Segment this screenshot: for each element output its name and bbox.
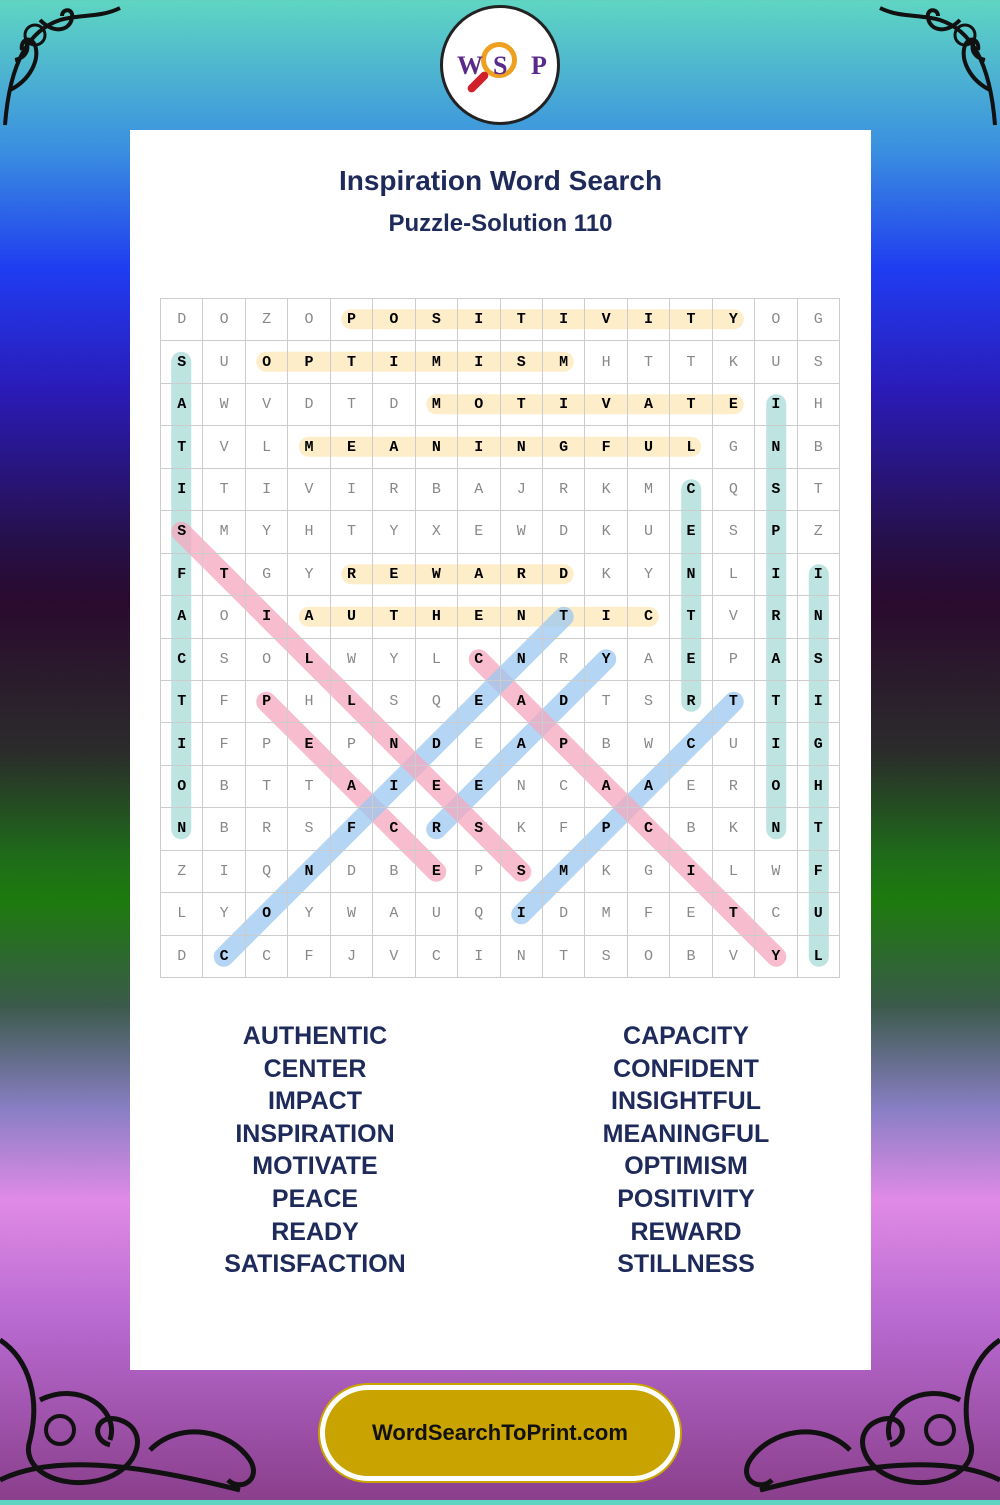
grid-cell: N (373, 723, 415, 765)
word-list-item: INSIGHTFUL (611, 1087, 761, 1116)
grid-cell: E (670, 766, 712, 808)
grid-cell: B (670, 936, 712, 978)
grid-cell: A (628, 384, 670, 426)
grid-cell: V (203, 426, 245, 468)
grid-cell: Y (288, 554, 330, 596)
grid-cell: T (798, 808, 840, 850)
grid-cell: T (585, 681, 627, 723)
grid-cell: C (628, 808, 670, 850)
grid-cell: Q (458, 893, 500, 935)
grid-cell: M (543, 851, 585, 893)
grid-cell: E (416, 766, 458, 808)
grid-cell: I (755, 723, 797, 765)
grid-cell: F (203, 723, 245, 765)
grid-cell: C (458, 639, 500, 681)
grid-cell: R (501, 554, 543, 596)
grid-cell: H (798, 766, 840, 808)
grid-cell: N (161, 808, 203, 850)
grid-cell: P (288, 341, 330, 383)
word-list-item: MEANINGFUL (602, 1119, 770, 1148)
grid-cell: G (798, 299, 840, 341)
grid-cell: Y (373, 639, 415, 681)
grid-cell: C (203, 936, 245, 978)
grid-cell: M (203, 511, 245, 553)
grid-cell: R (246, 808, 288, 850)
grid-cell: T (713, 681, 755, 723)
grid-cell: T (373, 596, 415, 638)
grid-cell: I (755, 384, 797, 426)
grid-cell: C (373, 808, 415, 850)
grid-cell: A (331, 766, 373, 808)
grid-cell: T (670, 341, 712, 383)
grid-cell: I (585, 596, 627, 638)
grid-cell: K (585, 851, 627, 893)
grid-cell: B (585, 723, 627, 765)
grid-cell: N (501, 639, 543, 681)
grid-cell: P (458, 851, 500, 893)
grid-cell: L (288, 639, 330, 681)
grid-cell: W (755, 851, 797, 893)
grid-cell: G (543, 426, 585, 468)
grid-cell: N (416, 426, 458, 468)
grid-cell: H (416, 596, 458, 638)
grid-cell: F (585, 426, 627, 468)
grid-cell: B (416, 469, 458, 511)
grid-cell: I (458, 426, 500, 468)
grid-cell: F (331, 808, 373, 850)
grid-cell: W (628, 723, 670, 765)
grid-cell: T (203, 469, 245, 511)
grid-cell: P (246, 681, 288, 723)
grid-cell: W (501, 511, 543, 553)
grid-cell: N (501, 426, 543, 468)
grid-cell: K (713, 808, 755, 850)
grid-cell: P (331, 723, 373, 765)
grid-cell: S (501, 341, 543, 383)
grid-cell: N (755, 426, 797, 468)
grid-cell: U (628, 511, 670, 553)
grid-cell: P (755, 511, 797, 553)
grid-cell: S (458, 808, 500, 850)
grid-cell: V (713, 596, 755, 638)
grid-cell: T (161, 426, 203, 468)
grid-cell: A (458, 469, 500, 511)
grid-cell: R (331, 554, 373, 596)
grid-cell: M (416, 384, 458, 426)
grid-cell: K (585, 469, 627, 511)
word-list-item: AUTHENTIC (242, 1022, 388, 1050)
word-list-item: CONFIDENT (613, 1054, 759, 1083)
grid-cell: U (713, 723, 755, 765)
grid-cell: O (755, 299, 797, 341)
letter-grid (160, 298, 840, 978)
grid-cell: F (288, 936, 330, 978)
grid-cell: U (755, 341, 797, 383)
grid-cell: T (628, 341, 670, 383)
grid-cell: S (798, 341, 840, 383)
grid-cell: T (331, 384, 373, 426)
corner-ornament-icon (870, 0, 1000, 130)
grid-cell: E (670, 893, 712, 935)
grid-cell: Z (798, 511, 840, 553)
grid-cell: I (543, 299, 585, 341)
grid-cell: S (628, 681, 670, 723)
grid-cell: F (543, 808, 585, 850)
grid-cell: C (628, 596, 670, 638)
grid-cell: S (161, 341, 203, 383)
grid-cell: Y (628, 554, 670, 596)
grid-cell: R (416, 808, 458, 850)
grid-cell: V (713, 936, 755, 978)
grid-cell: F (628, 893, 670, 935)
word-list-item: CAPACITY (623, 1022, 749, 1050)
grid-cell: I (628, 299, 670, 341)
grid-cell: R (373, 469, 415, 511)
grid-cell: I (501, 893, 543, 935)
grid-cell: O (246, 341, 288, 383)
grid-cell: T (331, 341, 373, 383)
grid-cell: T (543, 936, 585, 978)
grid-cell: T (203, 554, 245, 596)
grid-cell: X (416, 511, 458, 553)
grid-cell: P (543, 723, 585, 765)
grid-cell: I (458, 936, 500, 978)
grid-cell: R (755, 596, 797, 638)
grid-cell: A (458, 554, 500, 596)
grid-cell: A (628, 639, 670, 681)
word-list-item: PEACE (271, 1184, 359, 1213)
grid-cell: I (543, 384, 585, 426)
grid-cell: A (501, 723, 543, 765)
grid-cell: B (670, 808, 712, 850)
grid-cell: B (373, 851, 415, 893)
grid-cell: I (161, 469, 203, 511)
grid-cell: T (670, 384, 712, 426)
grid-cell: F (798, 851, 840, 893)
word-list-left (130, 1020, 500, 1281)
word-list-item: POSITIVITY (617, 1184, 755, 1213)
grid-cell: E (458, 511, 500, 553)
grid-cell: W (203, 384, 245, 426)
grid-cell: A (161, 596, 203, 638)
grid-cell: T (246, 766, 288, 808)
grid-cell: W (416, 554, 458, 596)
grid-cell: I (331, 469, 373, 511)
grid-cell: L (161, 893, 203, 935)
grid-cell: W (331, 893, 373, 935)
grid-cell: P (331, 299, 373, 341)
logo-letter-p: P (531, 51, 547, 80)
grid-cell: S (288, 808, 330, 850)
grid-cell: M (628, 469, 670, 511)
grid-cell: E (670, 511, 712, 553)
grid-cell: Y (246, 511, 288, 553)
corner-ornament-icon (0, 0, 130, 130)
word-list-item: OPTIMISM (624, 1152, 748, 1181)
logo-letter-w: W (457, 51, 483, 80)
grid-cell: M (416, 341, 458, 383)
grid-cell: V (585, 384, 627, 426)
grid-cell: O (246, 639, 288, 681)
grid-cell: C (416, 936, 458, 978)
grid-cell: Q (713, 469, 755, 511)
grid-cell: A (373, 893, 415, 935)
grid-cell: P (585, 808, 627, 850)
grid-cell: J (501, 469, 543, 511)
grid-cell: N (501, 596, 543, 638)
grid-cell: I (670, 851, 712, 893)
grid-cell: C (246, 936, 288, 978)
grid-cell: U (331, 596, 373, 638)
grid-cell: O (458, 384, 500, 426)
site-link-label: WordSearchToPrint.com (372, 1420, 628, 1445)
word-list-item: MOTIVATE (252, 1152, 378, 1181)
grid-cell: D (161, 936, 203, 978)
grid-cell: D (288, 384, 330, 426)
grid-cell: Y (203, 893, 245, 935)
grid-cell: I (798, 554, 840, 596)
grid-cell: S (798, 639, 840, 681)
grid-cell: D (331, 851, 373, 893)
grid-cell: I (246, 469, 288, 511)
word-list-item: IMPACT (268, 1087, 362, 1116)
grid-cell: Z (246, 299, 288, 341)
grid-cell: I (458, 341, 500, 383)
grid-cell: E (458, 766, 500, 808)
grid-cell: G (246, 554, 288, 596)
grid-cell: T (670, 596, 712, 638)
grid-cell: E (458, 596, 500, 638)
grid-cell: N (755, 808, 797, 850)
grid-cell: S (203, 639, 245, 681)
grid-cell: U (798, 893, 840, 935)
grid-cell: Y (585, 639, 627, 681)
grid-cell: A (161, 384, 203, 426)
grid-cell: A (755, 639, 797, 681)
grid-cell: A (585, 766, 627, 808)
grid-cell: P (246, 723, 288, 765)
grid-cell: O (288, 299, 330, 341)
word-list-item: INSPIRATION (235, 1119, 395, 1148)
grid-cell: B (798, 426, 840, 468)
grid-cell: D (543, 511, 585, 553)
grid-cell: O (373, 299, 415, 341)
grid-cell: M (288, 426, 330, 468)
grid-cell: K (501, 808, 543, 850)
grid-cell: Y (288, 893, 330, 935)
grid-cell: V (585, 299, 627, 341)
word-list-item: STILLNESS (617, 1250, 755, 1279)
grid-cell: G (713, 426, 755, 468)
grid-cell: L (798, 936, 840, 978)
grid-cell: O (161, 766, 203, 808)
grid-cell: T (798, 469, 840, 511)
grid-cell: S (161, 511, 203, 553)
grid-cell: L (713, 554, 755, 596)
grid-cell: C (670, 469, 712, 511)
grid-cell: S (713, 511, 755, 553)
grid-cell: M (543, 341, 585, 383)
grid-cell: U (203, 341, 245, 383)
grid-cell: I (373, 766, 415, 808)
grid-cell: R (670, 681, 712, 723)
grid-cell: D (543, 554, 585, 596)
grid-cell: K (585, 511, 627, 553)
grid-cell: E (416, 851, 458, 893)
grid-cell: B (203, 766, 245, 808)
grid-cell: T (670, 299, 712, 341)
grid-cell: D (373, 384, 415, 426)
grid-cell: I (755, 554, 797, 596)
grid-cell: L (416, 639, 458, 681)
grid-cell: L (670, 426, 712, 468)
page-title: Inspiration Word Search (338, 165, 663, 196)
grid-cell: T (713, 893, 755, 935)
grid-cell: V (246, 384, 288, 426)
grid-cell: G (798, 723, 840, 765)
grid-cell: K (585, 554, 627, 596)
word-list-item: READY (271, 1217, 359, 1246)
grid-cell: C (755, 893, 797, 935)
grid-cell: Q (246, 851, 288, 893)
grid-cell: C (543, 766, 585, 808)
grid-cell: L (246, 426, 288, 468)
grid-cell: Q (416, 681, 458, 723)
puzzle-panel (130, 130, 871, 1370)
grid-cell: N (501, 936, 543, 978)
site-link-button[interactable] (320, 1385, 680, 1481)
grid-cell: O (203, 596, 245, 638)
grid-cell: K (713, 341, 755, 383)
grid-cell: S (416, 299, 458, 341)
grid-cell: E (288, 723, 330, 765)
grid-cell: Y (755, 936, 797, 978)
grid-cell: D (543, 893, 585, 935)
grid-cell: M (585, 893, 627, 935)
grid-cell: T (161, 681, 203, 723)
grid-cell: L (713, 851, 755, 893)
logo-letter-s: S (493, 51, 508, 80)
grid-cell: H (288, 511, 330, 553)
grid-cell: V (288, 469, 330, 511)
grid-cell: T (501, 384, 543, 426)
grid-cell: A (501, 681, 543, 723)
grid-cell: F (161, 554, 203, 596)
grid-cell: I (458, 299, 500, 341)
grid-cell: E (458, 723, 500, 765)
grid-cell: I (161, 723, 203, 765)
grid-cell: A (628, 766, 670, 808)
grid-cell: O (246, 893, 288, 935)
grid-cell: C (161, 639, 203, 681)
grid-cell: I (373, 341, 415, 383)
grid-cell: L (331, 681, 373, 723)
grid-cell: E (713, 384, 755, 426)
grid-cell: H (798, 384, 840, 426)
grid-cell: Z (161, 851, 203, 893)
grid-cell: I (203, 851, 245, 893)
grid-cell: B (203, 808, 245, 850)
grid-cell: F (203, 681, 245, 723)
grid-cell: O (203, 299, 245, 341)
grid-cell: P (713, 639, 755, 681)
grid-cell: E (670, 639, 712, 681)
word-list-right (501, 1020, 871, 1281)
grid-cell: Y (713, 299, 755, 341)
grid-cell: R (543, 639, 585, 681)
site-logo (440, 5, 560, 125)
grid-cell: R (543, 469, 585, 511)
grid-cell: I (798, 681, 840, 723)
grid-cell: H (288, 681, 330, 723)
grid-cell: S (373, 681, 415, 723)
grid-cell: C (670, 723, 712, 765)
grid-cell: O (755, 766, 797, 808)
grid-cell: G (628, 851, 670, 893)
page-subtitle: Puzzle-Solution 110 (388, 210, 613, 237)
grid-cell: A (288, 596, 330, 638)
grid-cell: W (331, 639, 373, 681)
grid-cell: A (373, 426, 415, 468)
grid-cell: D (416, 723, 458, 765)
grid-cell: T (501, 299, 543, 341)
grid-cell: T (543, 596, 585, 638)
grid-cell: R (713, 766, 755, 808)
grid-cell: H (585, 341, 627, 383)
word-list-item: SATISFACTION (224, 1250, 406, 1279)
grid-cell: T (755, 681, 797, 723)
grid-cell: T (331, 511, 373, 553)
grid-cell: D (161, 299, 203, 341)
word-grid-area (160, 298, 840, 978)
grid-cell: Y (373, 511, 415, 553)
grid-cell: T (288, 766, 330, 808)
grid-cell: S (755, 469, 797, 511)
grid-cell: S (501, 851, 543, 893)
word-list-item: REWARD (630, 1217, 742, 1246)
grid-cell: D (543, 681, 585, 723)
grid-cell: N (501, 766, 543, 808)
grid-cell: U (416, 893, 458, 935)
word-list-item: CENTER (263, 1054, 367, 1083)
grid-cell: N (670, 554, 712, 596)
grid-cell: J (331, 936, 373, 978)
grid-cell: N (798, 596, 840, 638)
grid-cell: E (458, 681, 500, 723)
grid-cell: E (373, 554, 415, 596)
grid-cell: O (628, 936, 670, 978)
grid-cell: U (628, 426, 670, 468)
grid-cell: I (246, 596, 288, 638)
grid-cell: N (288, 851, 330, 893)
grid-cell: E (331, 426, 373, 468)
grid-cell: V (373, 936, 415, 978)
grid-cell: S (585, 936, 627, 978)
